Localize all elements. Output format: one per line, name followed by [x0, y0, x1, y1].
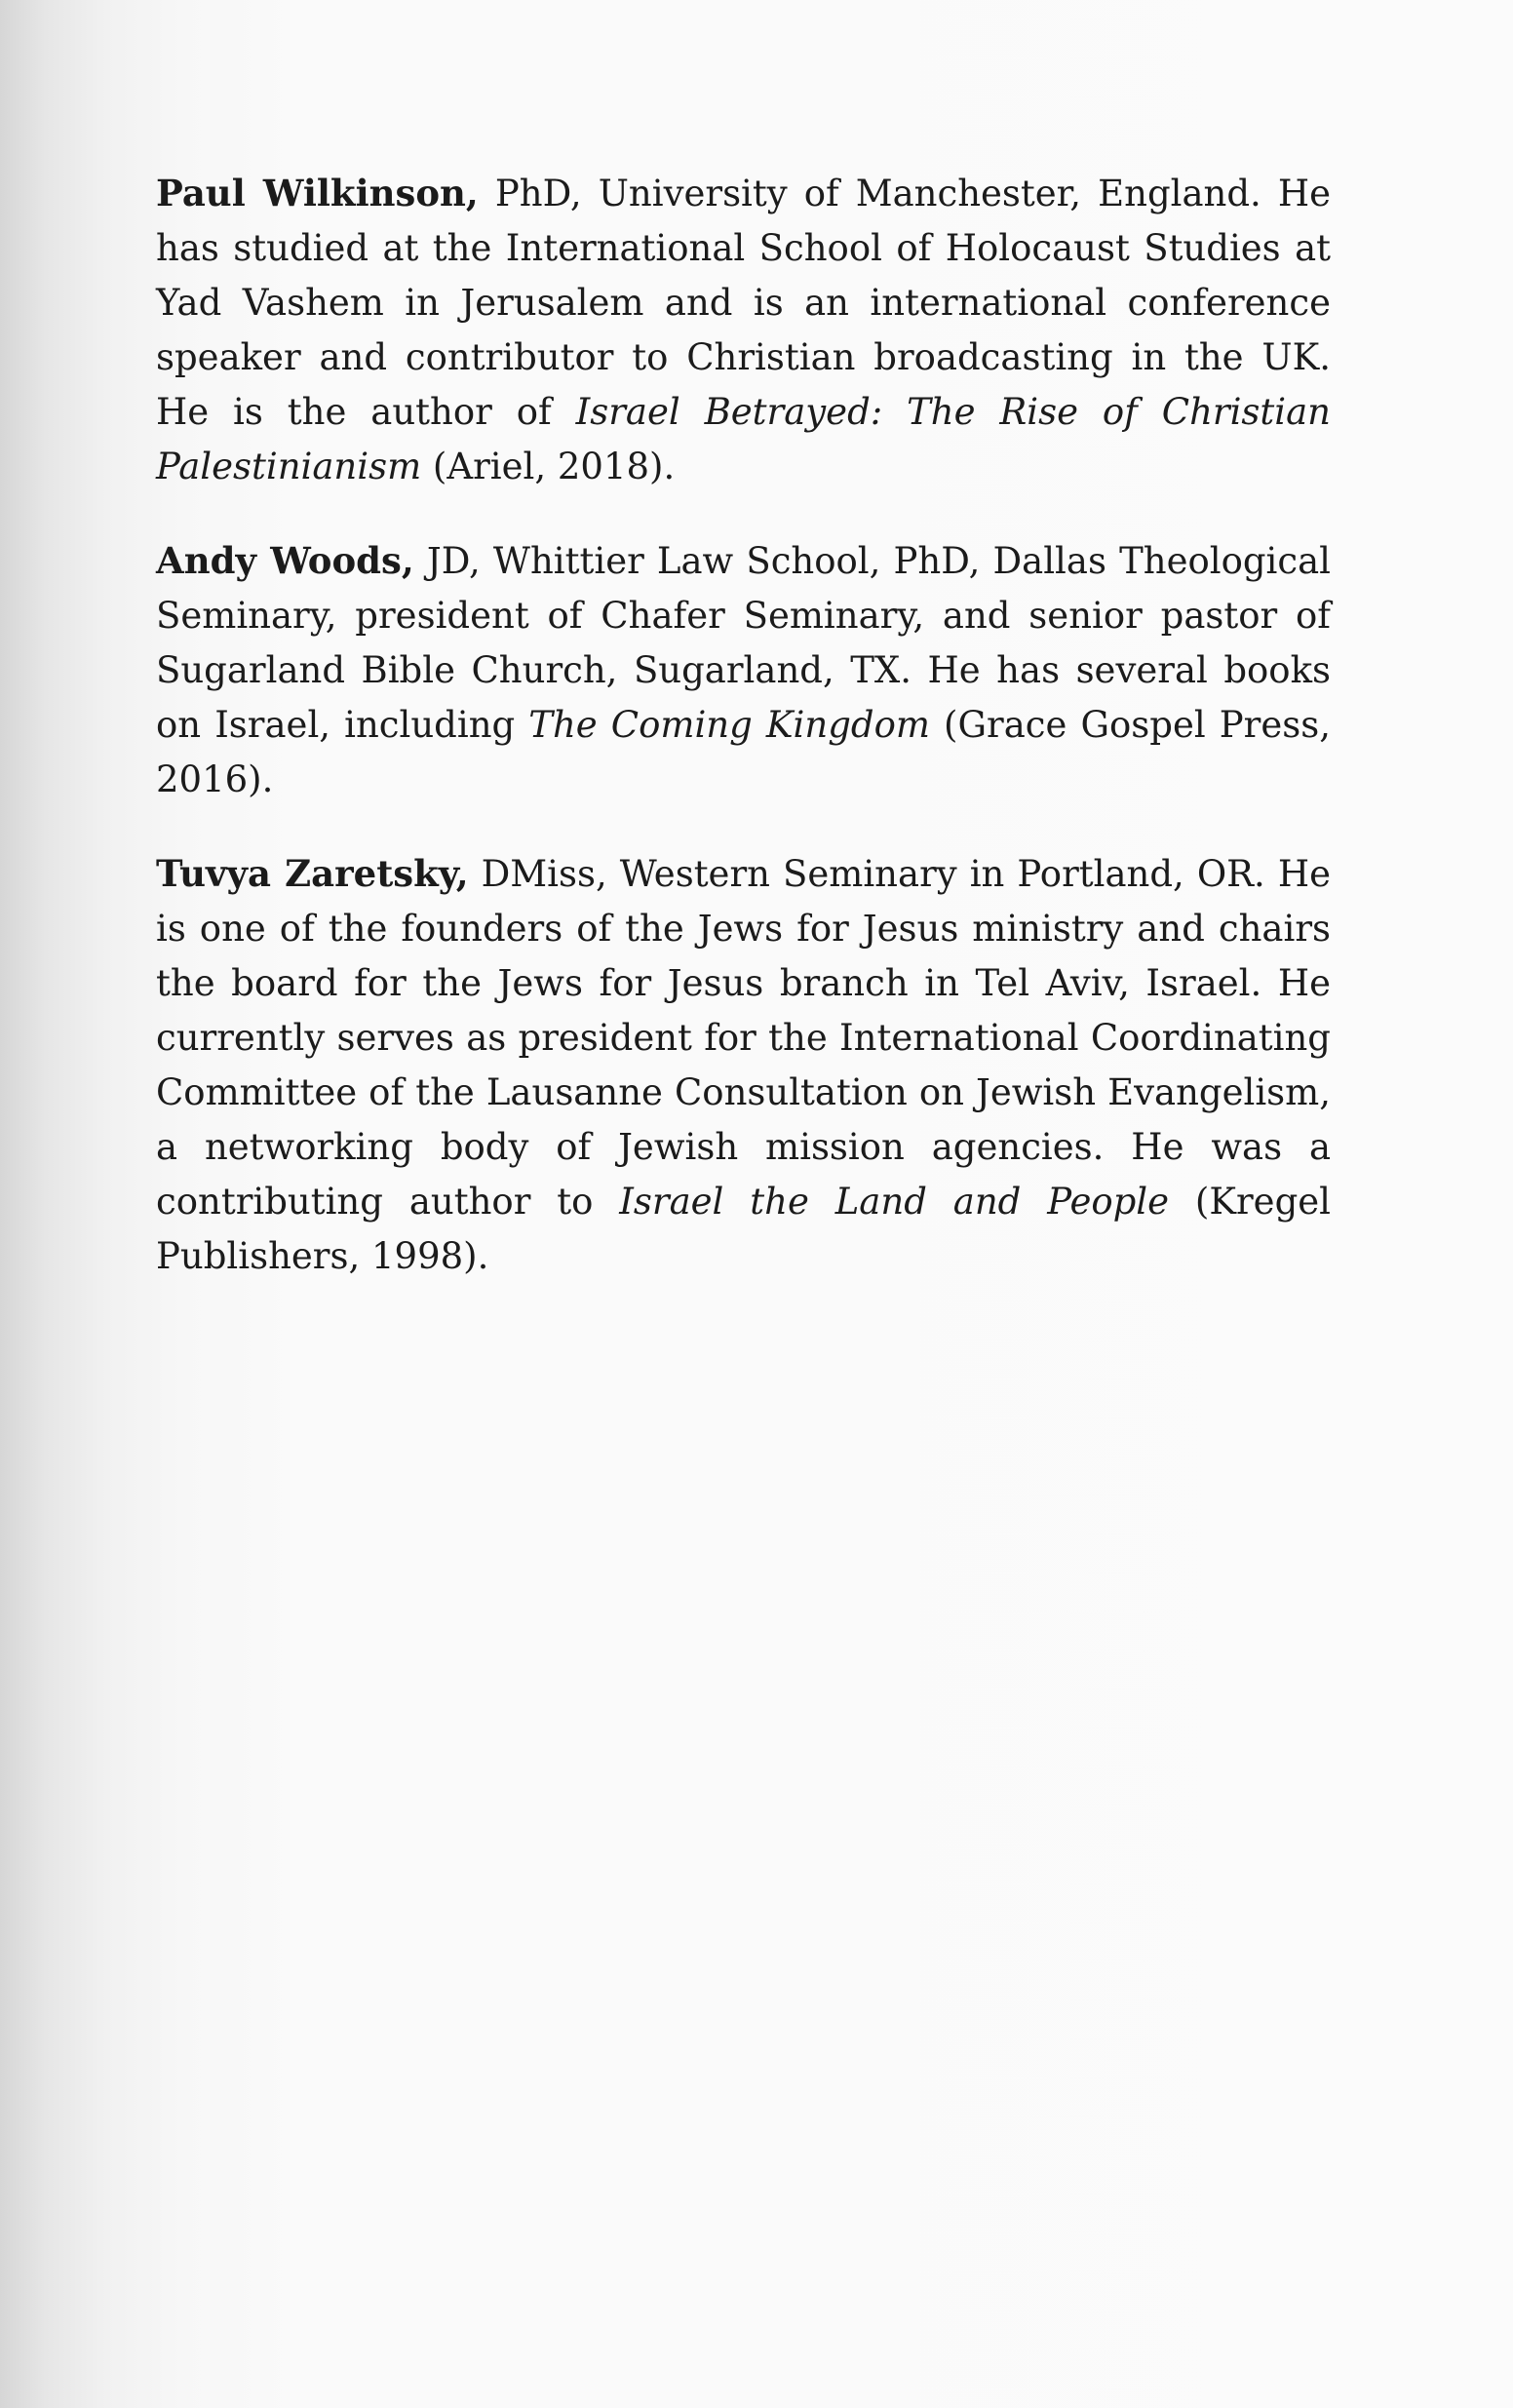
bio-text: PhD, University of Manchester, England. He has studied at the International School of Holocaust Studies at Yad Vashem in Jerusalem and is an international conference speaker and contributor to Christian broadcasting in the UK. He is the author of	[156, 173, 1331, 433]
contributor-name: Andy Woods,	[156, 539, 414, 582]
bio-text-end: (Grace Gospel Press, 2016).	[156, 704, 1332, 800]
book-title: The Coming Kingdom	[528, 704, 930, 746]
contributor-name: Paul Wilkinson,	[156, 172, 479, 214]
bio-entry-tuvya-zaretsky	[156, 846, 1331, 1284]
bio-text-end: (Ariel, 2018).	[421, 446, 676, 487]
bio-text: DMiss, Western Seminary in Portland, OR. He is one of the founders of the Jews for Jesus ministry and chairs the board for the Jews for Jesus branch in Tel Aviv, Israel. He currently serves as president for the International Coordinating Committee of the Lausanne Consultation on Jewish Evangelism, a networking body of Jewish mission agencies. He was a contributing author to	[156, 853, 1331, 1223]
contributors-page	[156, 166, 1331, 1323]
bio-entry-paul-wilkinson	[156, 166, 1331, 494]
bio-text: JD, Whittier Law School, PhD, Dallas Theological Seminary, president of Chafer Seminary, and senior pastor of Sugarland Bible Church, Sugarland, TX. He has several books on Israel, including	[156, 540, 1331, 746]
contributor-name: Tuvya Zaretsky,	[156, 852, 469, 895]
book-title: Israel the Land and People	[619, 1181, 1170, 1223]
bio-text-end: (Kregel Publishers, 1998).	[156, 1181, 1331, 1277]
bio-entry-andy-woods	[156, 533, 1331, 807]
book-title: Israel Betrayed: The Rise of Christian Palestinianism	[156, 391, 1332, 487]
